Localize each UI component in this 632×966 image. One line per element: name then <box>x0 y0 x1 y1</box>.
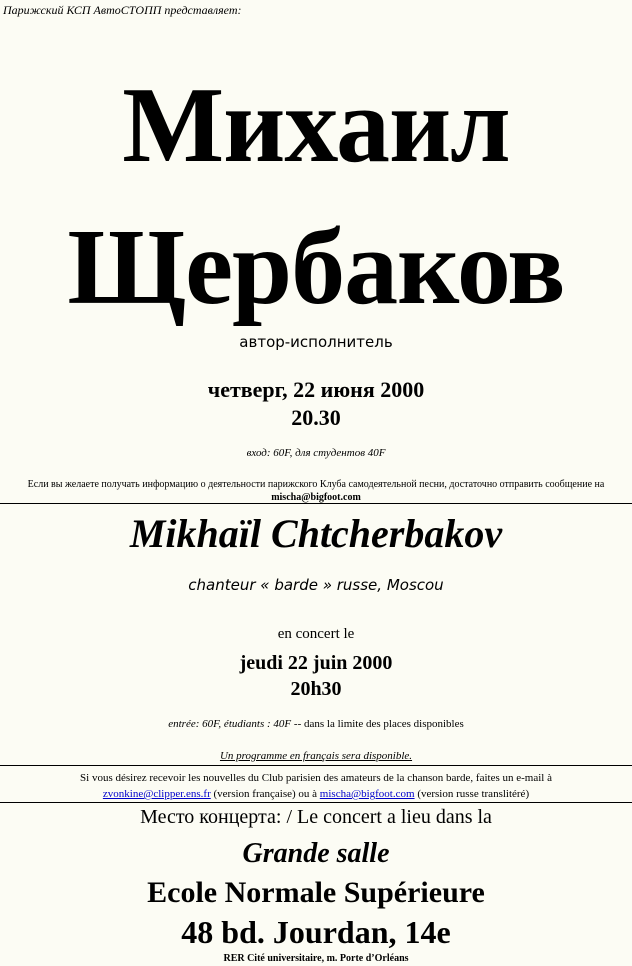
concert-time-fr: 20h30 <box>290 678 342 700</box>
entry-fee-ru: вход: 60F, для студентов 40F <box>246 447 386 459</box>
venue-metro: RER Cité universitaire, m. Porte d’Orléans <box>223 953 409 964</box>
artist-role-ru: автор-исполнитель <box>239 333 393 351</box>
presenter-line: Парижский КСП АвтоСТОПП представляет: <box>3 3 242 17</box>
entry-fee-fr <box>0 718 632 730</box>
concert-day-ru: четверг, 22 июня 2000 <box>207 377 425 402</box>
concert-day-fr: jeudi 22 juin 2000 <box>239 652 393 674</box>
divider <box>0 765 632 766</box>
venue-address: 48 bd. Jourdan, 14e <box>181 914 451 950</box>
entry-fee-fr-note: -- dans la limite des places disponibles <box>291 718 464 730</box>
mailing-text-ru: Если вы желаете получать информацию о деятельности парижского Клуба самодеятельной песни, достаточно отправить сообщение на <box>27 479 605 490</box>
divider <box>0 802 632 803</box>
mailing-info-ru <box>0 478 632 504</box>
artist-role-fr: chanteur « barde » russe, Moscou <box>188 576 444 594</box>
venue-school: Ecole Normale Supérieure <box>147 876 485 909</box>
venue-label: Место концерта: / Le concert a lieu dans la <box>140 806 492 828</box>
concert-date-ru <box>0 376 632 432</box>
divider <box>0 503 632 504</box>
email-link-russian[interactable]: mischa@bigfoot.com <box>319 788 415 800</box>
club-mailing-text-ru-version: (version russe translitéré) <box>414 788 530 800</box>
program-note-fr: Un programme en français sera disponible. <box>219 750 413 762</box>
email-link-french[interactable]: zvonkine@clipper.ens.fr <box>102 788 211 800</box>
artist-last-name-ru: Щербаков <box>67 208 565 327</box>
concert-time-ru: 20.30 <box>291 405 341 430</box>
concert-date-fr <box>0 650 632 702</box>
concert-intro-fr: en concert le <box>277 626 355 642</box>
club-mailing-links <box>0 786 632 802</box>
venue-hall: Grande salle <box>242 838 390 869</box>
artist-name-fr: Mikhaïl Chtcherbakov <box>129 511 503 556</box>
club-mailing-text-fr-version: (version française) ou à <box>210 788 320 800</box>
entry-fee-fr-prices: entrée: 60F, étudiants : 40F <box>168 718 292 730</box>
mailing-email-ru: mischa@bigfoot.com <box>271 492 361 503</box>
artist-first-name-ru: Михаил <box>122 66 510 185</box>
club-mailing-text: Si vous désirez recevoir les nouvelles du Club parisien des amateurs de la chanson barde, faites un e-mail à <box>80 772 552 784</box>
club-mailing-info <box>0 770 632 802</box>
